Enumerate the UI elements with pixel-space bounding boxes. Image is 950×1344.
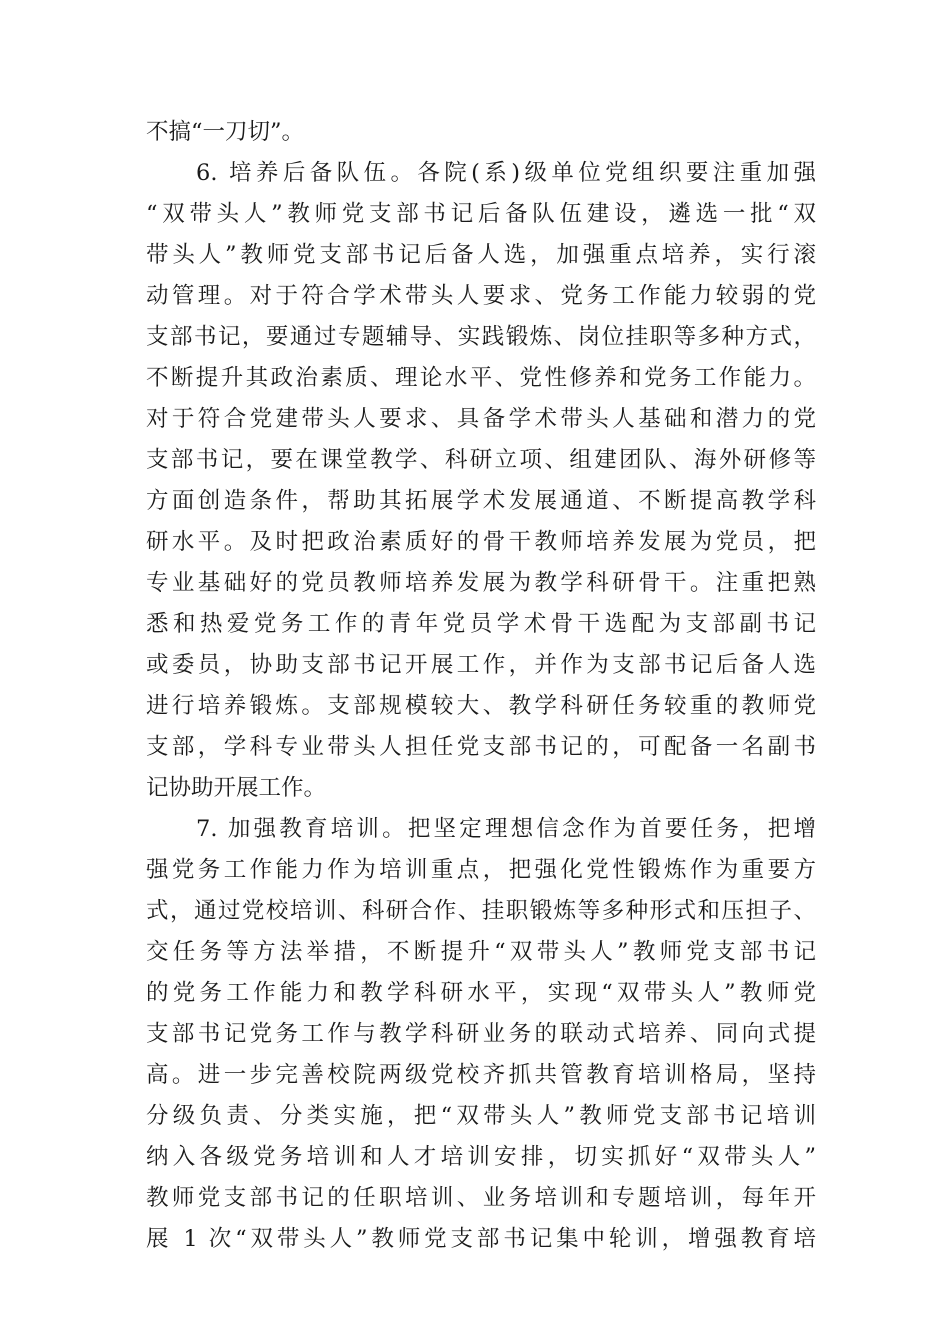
text-line: “双带头人”教师党支部书记后备队伍建设，遴选一批“双 <box>146 201 816 227</box>
text-line: 对于符合党建带头人要求、具备学术带头人基础和潜力的党 <box>146 406 816 432</box>
text-line: 教师党支部书记的任职培训、业务培训和专题培训，每年开 <box>146 1185 816 1211</box>
text-line: 进行培养锻炼。支部规模较大、教学科研任务较重的教师党 <box>146 693 816 719</box>
text-line: 的党务工作能力和教学科研水平，实现“双带头人”教师党 <box>146 980 816 1006</box>
text-line: 不断提升其政治素质、理论水平、党性修养和党务工作能力。 <box>146 365 816 391</box>
text-line: 或委员，协助支部书记开展工作，并作为支部书记后备人选 <box>146 652 816 678</box>
text-line: 支部书记，要通过专题辅导、实践锻炼、岗位挂职等多种方式， <box>146 324 816 350</box>
body-text <box>146 112 816 1260</box>
text-line: 式，通过党校培训、科研合作、挂职锻炼等多种形式和压担子、 <box>146 898 816 924</box>
text-line: 高。进一步完善校院两级党校齐抓共管教育培训格局，坚持 <box>146 1062 816 1088</box>
text-line: 不搞“一刀切”。 <box>146 119 305 145</box>
text-line: 方面创造条件，帮助其拓展学术发展通道、不断提高教学科 <box>146 488 816 514</box>
text-line: 交任务等方法举措，不断提升“双带头人”教师党支部书记 <box>146 939 816 965</box>
text-line: 7. 加强教育培训。把坚定理想信念作为首要任务，把增 <box>196 816 816 842</box>
text-line: 强党务工作能力作为培训重点，把强化党性锻炼作为重要方 <box>146 857 816 883</box>
text-line: 展 1 次“双带头人”教师党支部书记集中轮训，增强教育培 <box>146 1226 816 1252</box>
text-line: 动管理。对于符合学术带头人要求、党务工作能力较弱的党 <box>146 283 816 309</box>
text-line: 支部书记党务工作与教学科研业务的联动式培养、同向式提 <box>146 1021 816 1047</box>
text-line: 分级负责、分类实施，把“双带头人”教师党支部书记培训 <box>146 1103 816 1129</box>
text-line: 研水平。及时把政治素质好的骨干教师培养发展为党员，把 <box>146 529 816 555</box>
text-line: 支部书记，要在课堂教学、科研立项、组建团队、海外研修等 <box>146 447 816 473</box>
text-line: 记协助开展工作。 <box>146 775 327 801</box>
text-line: 专业基础好的党员教师培养发展为教学科研骨干。注重把熟 <box>146 570 816 596</box>
text-line: 悉和热爱党务工作的青年党员学术骨干选配为支部副书记 <box>146 611 816 637</box>
text-line: 6. 培养后备队伍。各院(系)级单位党组织要注重加强 <box>196 160 816 186</box>
text-line: 支部，学科专业带头人担任党支部书记的，可配备一名副书 <box>146 734 816 760</box>
text-line: 纳入各级党务培训和人才培训安排，切实抓好“双带头人” <box>146 1144 816 1170</box>
text-line: 带头人”教师党支部书记后备人选，加强重点培养，实行滚 <box>146 242 816 268</box>
